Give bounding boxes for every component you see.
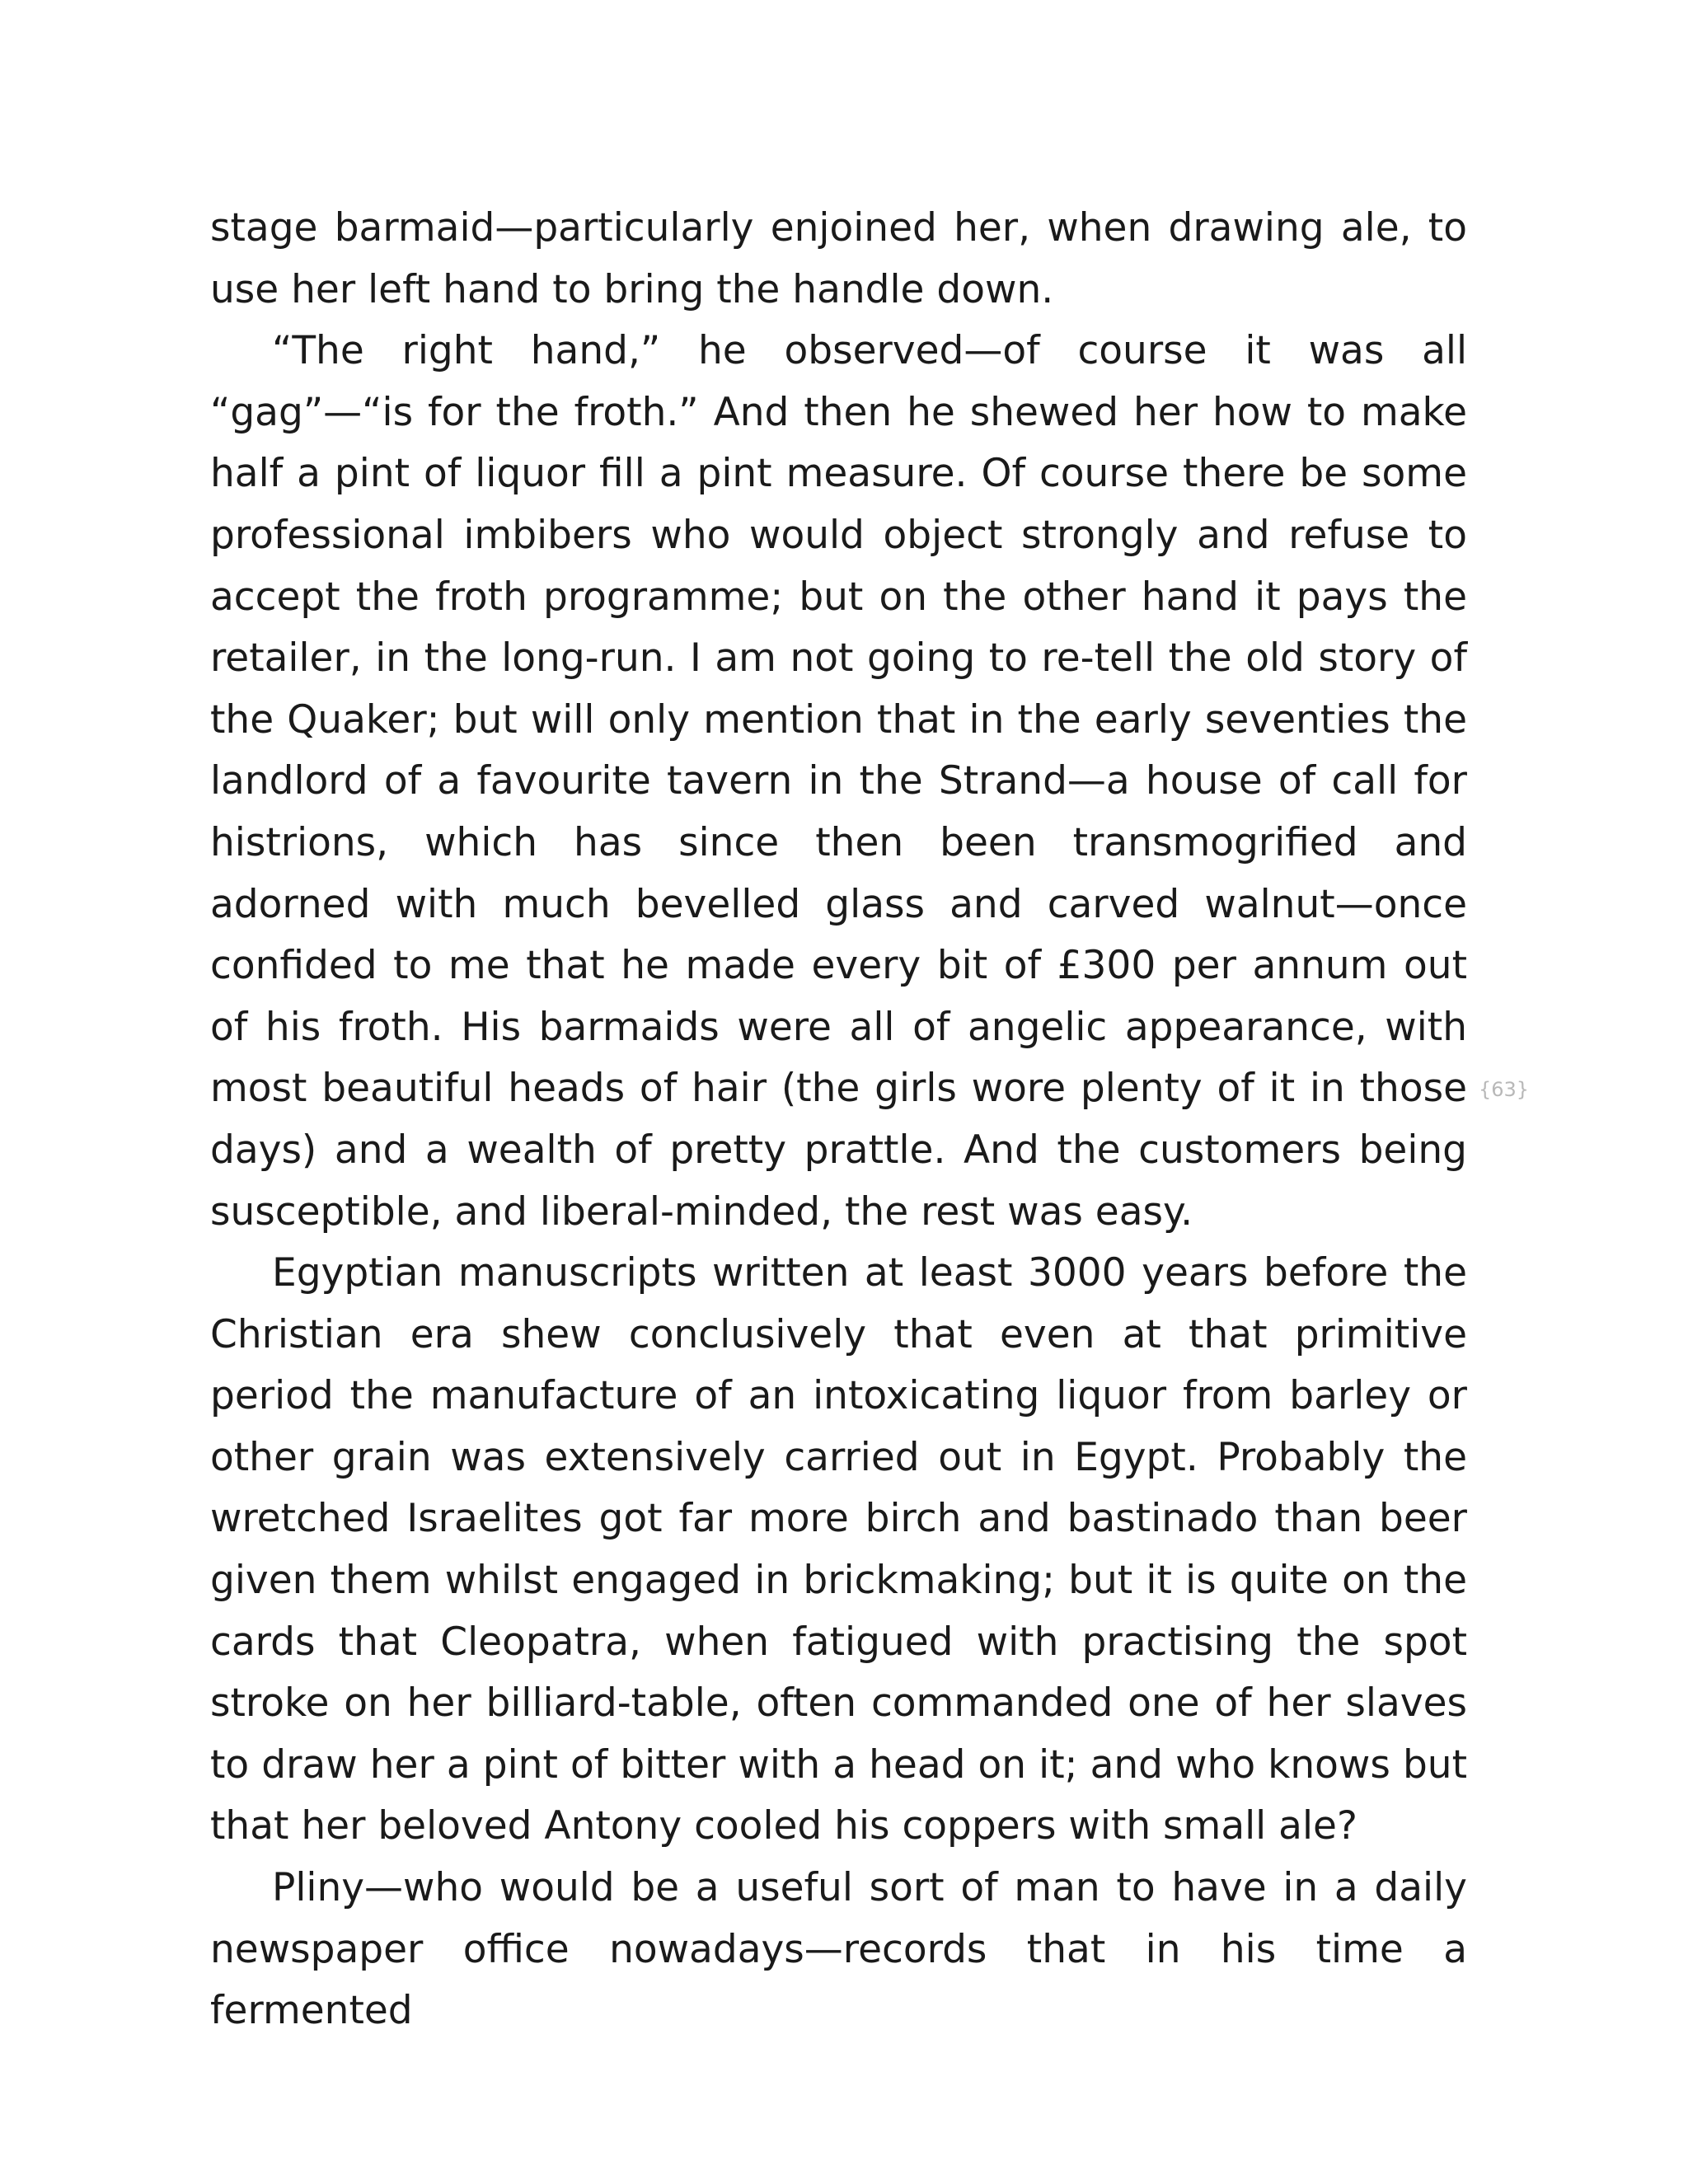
- paragraph-continuation: stage barmaid—particularly enjoined her, when drawing ale, to use her left hand to bring the handle down.: [210, 205, 1467, 312]
- paragraph-pliny: Pliny—who would be a useful sort of man to have in a daily newspaper office nowadays—records that in his time a fermented: [210, 1865, 1467, 2034]
- paragraph-egyptian: Egyptian manuscripts written at least 3000 years before the Christian era shew conclusively that even at that primitive period the manufacture of an intoxicating liquor from barley or other grain was extensively carried out in Egypt. Probably the wretched Israelites got far more birch and bastinado than beer given them whilst engaged in brickmaking; but it is quite on the cards that Cleopatra, when fatigued with practising the spot stroke on her billiard-table, often commanded one of her slaves to draw her a pint of bitter with a head on it; and who knows but that her beloved Antony cooled his coppers with small ale?: [210, 1250, 1467, 1849]
- page-number: {63}: [1479, 1078, 1530, 1101]
- body-text: [210, 198, 1467, 2042]
- paragraph-froth: “The right hand,” he observed—of course it was all “gag”—“is for the froth.” And then he shewed her how to make half a pint of liquor fill a pint measure. Of course there be some professional imbibers who would object strongly and refuse to accept the froth programme; but on the other hand it pays the retailer, in the long-run. I am not going to re-tell the old story of the Quaker; but will only mention that in the early seventies the landlord of a favourite tavern in the Strand—a house of call for histrions, which has since then been transmogrified and adorned with much bevelled glass and carved walnut—once confided to me that he made every bit of £300 per annum out of his froth. His barmaids were all of angelic appearance, with most beautiful heads of hair (the girls wore plenty of it in those days) and a wealth of pretty prattle. And the customers being susceptible, and liberal-minded, the rest was easy.: [210, 328, 1467, 1235]
